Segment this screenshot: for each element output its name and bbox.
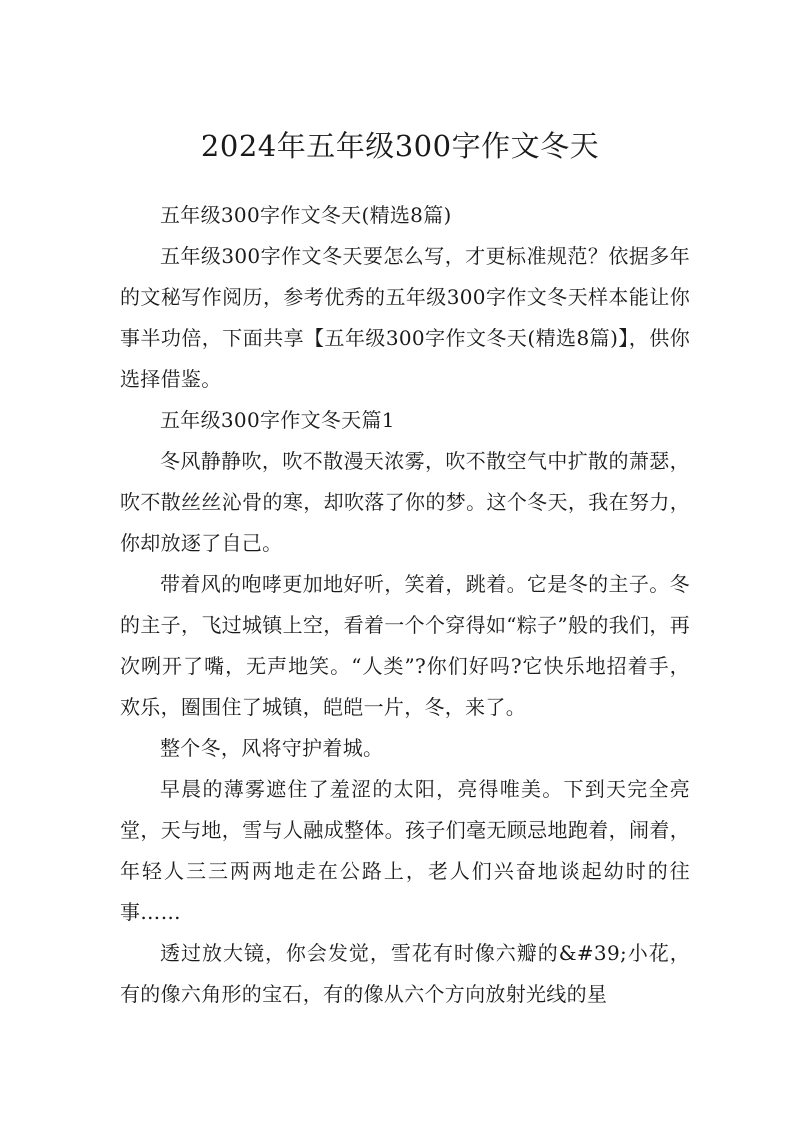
- document-body: [120, 195, 690, 1015]
- body-paragraph: 冬风静静吹，吹不散漫天浓雾，吹不散空气中扩散的萧瑟，吹不散丝丝沁骨的寒，却吹落了你的梦。这个冬天，我在努力，你却放逐了自己。: [120, 449, 690, 555]
- body-paragraph: 整个冬，风将守护着城。: [160, 736, 384, 760]
- document-title: 2024年五年级300字作文冬天: [200, 129, 600, 163]
- body-paragraph: 透过放大镜，你会发觉，雪花有时像六瓣的&#39;小花，有的像六角形的宝石，有的像从六个方向放射光线的星: [120, 941, 690, 1006]
- subtitle-paragraph: 五年级300字作文冬天(精选8篇): [160, 203, 452, 227]
- intro-paragraph: 五年级300字作文冬天要怎么写，才更标准规范？依据多年的文秘写作阅历，参考优秀的五年级300字作文冬天样本能让你事半功倍，下面共享【五年级300字作文冬天(精选8篇)】，供你选择借鉴。: [120, 244, 690, 391]
- body-paragraph: 早晨的薄雾遮住了羞涩的太阳，亮得唯美。下到天完全亮堂，天与地，雪与人融成整体。孩子们毫无顾忌地跑着，闹着，年轻人三三两两地走在公路上，老人们兴奋地谈起幼时的往事……: [120, 777, 690, 924]
- section-heading: 五年级300字作文冬天篇1: [160, 408, 395, 432]
- body-paragraph: 带着风的咆哮更加地好听，笑着，跳着。它是冬的主子。冬的主子，飞过城镇上空，看着一个个穿得如“粽子”般的我们，再次咧开了嘴，无声地笑。“人类”?你们好吗?它快乐地招着手，欢乐，圈围住了城镇，皑皑一片，冬，来了。: [120, 572, 690, 719]
